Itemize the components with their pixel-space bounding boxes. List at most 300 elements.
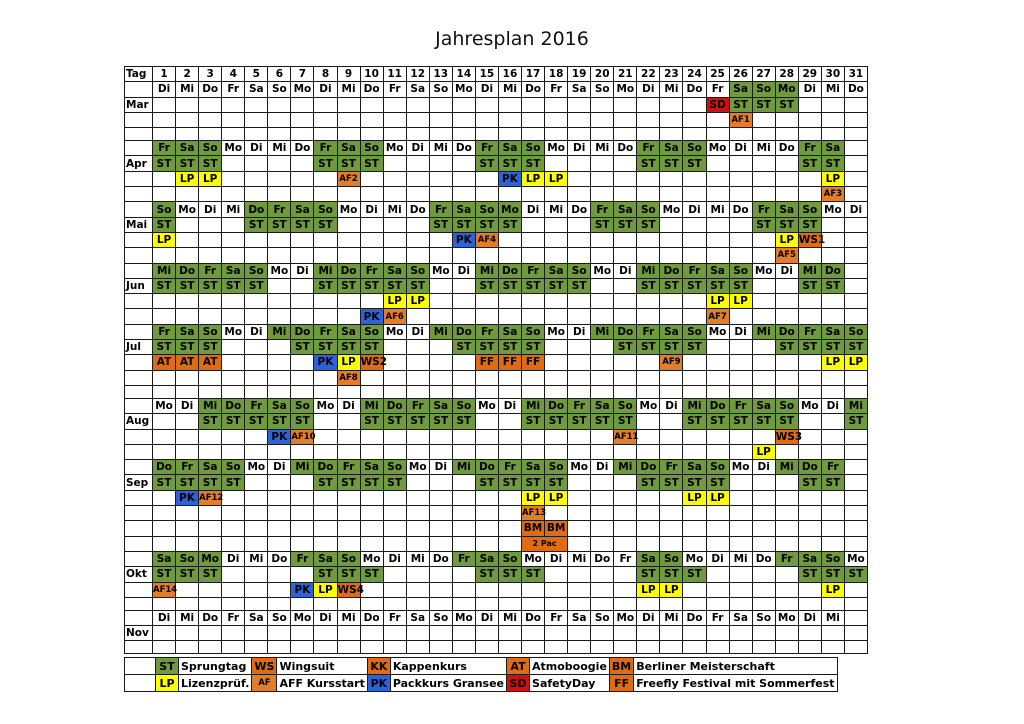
day-cell xyxy=(844,128,867,141)
day-cell xyxy=(452,385,475,398)
day-cell xyxy=(729,641,752,654)
day-cell xyxy=(775,444,798,459)
day-cell xyxy=(660,112,683,127)
day-cell xyxy=(591,309,614,324)
day-cell xyxy=(729,128,752,141)
day-cell: LP xyxy=(337,355,360,370)
day-cell: AF3 xyxy=(821,187,844,202)
day-cell xyxy=(660,217,683,232)
day-cell xyxy=(614,171,637,186)
day-cell xyxy=(660,414,683,429)
day-cell xyxy=(498,414,521,429)
day-cell: Di xyxy=(821,398,844,413)
day-cell xyxy=(222,582,245,597)
day-cell: ST xyxy=(153,156,176,171)
day-cell xyxy=(498,521,521,536)
day-cell xyxy=(268,232,291,247)
day-cell xyxy=(475,385,498,398)
day-cell xyxy=(752,112,775,127)
month-label xyxy=(125,641,153,654)
day-cell: So xyxy=(729,263,752,278)
day-cell: LP xyxy=(545,490,568,505)
legend-code: KK xyxy=(367,658,390,675)
day-cell xyxy=(545,582,568,597)
day-cell xyxy=(614,370,637,385)
day-cell xyxy=(614,597,637,610)
day-cell xyxy=(314,490,337,505)
day-cell: Sa xyxy=(660,141,683,156)
day-cell xyxy=(268,490,291,505)
day-cell xyxy=(337,429,360,444)
day-cell xyxy=(798,626,821,641)
day-cell xyxy=(568,370,591,385)
day-cell: So xyxy=(752,82,775,97)
day-cell xyxy=(176,232,199,247)
day-cell xyxy=(291,128,314,141)
day-cell xyxy=(706,385,729,398)
day-cell xyxy=(568,355,591,370)
day-cell xyxy=(637,414,660,429)
day-cell xyxy=(844,309,867,324)
day-cell: ST xyxy=(199,156,222,171)
day-cell xyxy=(683,444,706,459)
day-cell xyxy=(591,567,614,582)
day-cell: ST xyxy=(660,278,683,293)
day-cell: Di xyxy=(475,610,498,625)
day-cell xyxy=(844,370,867,385)
day-cell xyxy=(199,112,222,127)
day-cell xyxy=(568,444,591,459)
day-cell: Mi xyxy=(752,141,775,156)
day-cell xyxy=(545,597,568,610)
day-cell xyxy=(821,217,844,232)
day-cell xyxy=(614,444,637,459)
day-cell: Fr xyxy=(314,141,337,156)
day-cell xyxy=(614,641,637,654)
day-cell xyxy=(591,340,614,355)
legend-text: Freefly Festival mit Sommerfest xyxy=(634,675,837,692)
day-cell: ST xyxy=(821,340,844,355)
day-cell xyxy=(844,278,867,293)
day-cell xyxy=(591,506,614,521)
day-cell xyxy=(222,294,245,309)
month-label: Jul xyxy=(125,340,153,355)
day-cell: Mo xyxy=(291,610,314,625)
day-cell: ST xyxy=(245,414,268,429)
plan-row xyxy=(125,128,868,141)
day-cell xyxy=(153,506,176,521)
day-cell: ST xyxy=(429,414,452,429)
day-cell xyxy=(775,490,798,505)
day-cell xyxy=(798,444,821,459)
day-cell xyxy=(383,597,406,610)
day-cell: Di xyxy=(798,610,821,625)
day-cell: Do xyxy=(268,551,291,566)
day-cell: ST xyxy=(475,340,498,355)
day-cell: Do xyxy=(752,551,775,566)
weekday-row xyxy=(125,460,868,475)
day-cell: Sa xyxy=(383,263,406,278)
day-cell: LP xyxy=(752,444,775,459)
day-cell: LP xyxy=(706,294,729,309)
header-day: 13 xyxy=(429,67,452,82)
day-cell xyxy=(844,582,867,597)
day-cell: ST xyxy=(545,414,568,429)
day-cell xyxy=(291,97,314,112)
day-cell: ST xyxy=(775,217,798,232)
day-cell: ST xyxy=(360,340,383,355)
day-cell: So xyxy=(660,551,683,566)
day-cell xyxy=(452,370,475,385)
day-cell: ST xyxy=(660,475,683,490)
day-cell xyxy=(522,217,545,232)
day-cell: So xyxy=(429,610,452,625)
day-cell: ST xyxy=(522,567,545,582)
day-cell xyxy=(291,370,314,385)
day-cell xyxy=(176,309,199,324)
day-cell xyxy=(844,475,867,490)
day-cell xyxy=(545,370,568,385)
day-cell xyxy=(268,156,291,171)
month-label: Okt xyxy=(125,567,153,582)
day-cell: Fr xyxy=(475,324,498,339)
day-cell: ST xyxy=(798,340,821,355)
day-cell xyxy=(222,429,245,444)
month-label xyxy=(125,385,153,398)
day-cell: Do xyxy=(614,324,637,339)
day-cell: Mi xyxy=(522,398,545,413)
day-cell xyxy=(752,506,775,521)
day-cell xyxy=(291,475,314,490)
day-cell: Fr xyxy=(452,551,475,566)
day-cell: So xyxy=(383,460,406,475)
day-cell xyxy=(498,429,521,444)
day-cell: Mi xyxy=(222,202,245,217)
header-day: 19 xyxy=(568,67,591,82)
day-cell: LP xyxy=(176,171,199,186)
day-cell xyxy=(199,536,222,551)
day-cell xyxy=(683,97,706,112)
day-cell: Mo xyxy=(337,202,360,217)
day-cell: ST xyxy=(637,340,660,355)
day-cell xyxy=(245,506,268,521)
day-cell xyxy=(844,521,867,536)
day-cell xyxy=(844,626,867,641)
day-cell xyxy=(798,521,821,536)
day-cell xyxy=(614,309,637,324)
day-cell xyxy=(337,444,360,459)
day-cell xyxy=(314,521,337,536)
header-day: 10 xyxy=(360,67,383,82)
day-cell xyxy=(637,597,660,610)
header-day: 23 xyxy=(660,67,683,82)
day-cell xyxy=(775,355,798,370)
day-cell xyxy=(683,385,706,398)
day-cell xyxy=(291,187,314,202)
day-cell xyxy=(314,429,337,444)
day-cell: So xyxy=(591,82,614,97)
day-cell: ST xyxy=(591,217,614,232)
day-cell xyxy=(360,429,383,444)
header-day: 4 xyxy=(222,67,245,82)
day-cell xyxy=(706,429,729,444)
day-cell xyxy=(729,567,752,582)
day-cell xyxy=(314,444,337,459)
day-cell xyxy=(337,490,360,505)
day-cell xyxy=(844,429,867,444)
day-cell xyxy=(429,278,452,293)
day-cell: Sa xyxy=(452,202,475,217)
day-cell xyxy=(360,294,383,309)
day-cell xyxy=(176,536,199,551)
plan-row xyxy=(125,112,868,127)
day-cell: Di xyxy=(245,324,268,339)
day-cell xyxy=(245,248,268,263)
day-cell xyxy=(752,156,775,171)
plan-row xyxy=(125,414,868,429)
day-cell xyxy=(429,97,452,112)
day-cell xyxy=(268,187,291,202)
month-label xyxy=(125,263,153,278)
day-cell xyxy=(798,414,821,429)
day-cell xyxy=(337,112,360,127)
day-cell: ST xyxy=(153,217,176,232)
day-cell xyxy=(729,217,752,232)
day-cell xyxy=(291,597,314,610)
day-cell: ST xyxy=(314,156,337,171)
day-cell xyxy=(821,429,844,444)
day-cell xyxy=(844,536,867,551)
day-cell: So xyxy=(429,82,452,97)
day-cell xyxy=(821,232,844,247)
day-cell: WS3 xyxy=(775,430,803,443)
day-cell xyxy=(222,232,245,247)
day-cell xyxy=(429,506,452,521)
day-cell xyxy=(291,490,314,505)
day-cell xyxy=(591,521,614,536)
day-cell xyxy=(729,171,752,186)
day-cell: Mi xyxy=(337,82,360,97)
day-cell xyxy=(568,582,591,597)
day-cell: ST xyxy=(176,475,199,490)
day-cell xyxy=(452,536,475,551)
day-cell xyxy=(291,506,314,521)
day-cell xyxy=(406,444,429,459)
day-cell: Fr xyxy=(614,551,637,566)
day-cell xyxy=(199,429,222,444)
day-cell xyxy=(614,536,637,551)
day-cell: Fr xyxy=(337,460,360,475)
day-cell xyxy=(660,597,683,610)
day-cell xyxy=(245,626,268,641)
day-cell xyxy=(775,112,798,127)
day-cell xyxy=(245,156,268,171)
day-cell: So xyxy=(360,324,383,339)
day-cell xyxy=(522,309,545,324)
day-cell: Mi xyxy=(291,460,314,475)
day-cell: AF14 xyxy=(153,582,176,597)
day-cell: LP xyxy=(545,171,568,186)
day-cell: BM xyxy=(545,521,568,536)
day-cell: Sa xyxy=(337,324,360,339)
day-cell xyxy=(545,626,568,641)
day-cell xyxy=(406,429,429,444)
day-cell xyxy=(706,217,729,232)
day-cell: AT xyxy=(176,355,199,370)
day-cell: WS1 xyxy=(798,234,826,247)
day-cell xyxy=(268,171,291,186)
day-cell: ST xyxy=(637,217,660,232)
day-cell: Mi xyxy=(660,610,683,625)
day-cell xyxy=(568,536,591,551)
plan-row xyxy=(125,490,868,505)
header-label: Tag xyxy=(125,67,153,82)
day-cell xyxy=(337,248,360,263)
day-cell xyxy=(360,370,383,385)
day-cell: Di xyxy=(406,324,429,339)
day-cell xyxy=(637,248,660,263)
day-cell: ST xyxy=(660,340,683,355)
day-cell: WS4 xyxy=(337,583,364,596)
weekday-row xyxy=(125,82,868,97)
day-cell: Fr xyxy=(798,141,821,156)
day-cell xyxy=(429,112,452,127)
day-cell: ST xyxy=(199,414,222,429)
day-cell xyxy=(775,171,798,186)
month-label xyxy=(125,309,153,324)
day-cell xyxy=(752,232,775,247)
day-cell: ST xyxy=(844,414,867,429)
day-cell xyxy=(153,385,176,398)
day-cell xyxy=(568,340,591,355)
day-cell xyxy=(798,370,821,385)
day-cell: Do xyxy=(821,263,844,278)
day-cell: ST xyxy=(383,414,406,429)
day-cell xyxy=(844,97,867,112)
day-cell xyxy=(360,641,383,654)
day-cell: Mi xyxy=(406,551,429,566)
day-cell xyxy=(683,597,706,610)
day-cell xyxy=(706,444,729,459)
day-cell xyxy=(683,521,706,536)
day-cell xyxy=(268,641,291,654)
day-cell: ST xyxy=(798,475,821,490)
day-cell: ST xyxy=(614,217,637,232)
day-cell xyxy=(199,370,222,385)
header-day: 21 xyxy=(614,67,637,82)
day-cell: Di xyxy=(614,263,637,278)
header-row xyxy=(125,67,868,82)
month-label xyxy=(125,460,153,475)
day-cell: So xyxy=(752,610,775,625)
day-cell xyxy=(821,309,844,324)
day-cell xyxy=(222,309,245,324)
day-cell xyxy=(545,294,568,309)
day-cell xyxy=(775,597,798,610)
day-cell: Mi xyxy=(498,610,521,625)
day-cell: Sa xyxy=(683,460,706,475)
day-cell xyxy=(383,429,406,444)
day-cell: Do xyxy=(176,263,199,278)
day-cell xyxy=(614,567,637,582)
day-cell xyxy=(614,355,637,370)
day-cell xyxy=(637,626,660,641)
day-cell xyxy=(291,385,314,398)
day-cell xyxy=(844,156,867,171)
day-cell xyxy=(729,597,752,610)
day-cell: ST xyxy=(821,567,844,582)
day-cell xyxy=(291,355,314,370)
day-cell xyxy=(222,156,245,171)
day-cell xyxy=(222,597,245,610)
header-day: 6 xyxy=(268,67,291,82)
day-cell xyxy=(522,641,545,654)
day-cell: ST xyxy=(360,278,383,293)
day-cell xyxy=(406,475,429,490)
day-cell xyxy=(429,171,452,186)
day-cell xyxy=(429,340,452,355)
day-cell: ST xyxy=(475,217,498,232)
day-cell: Sa xyxy=(245,610,268,625)
day-cell: ST xyxy=(683,567,706,582)
day-cell xyxy=(706,641,729,654)
day-cell xyxy=(706,248,729,263)
day-cell xyxy=(429,248,452,263)
day-cell xyxy=(821,385,844,398)
day-cell xyxy=(452,156,475,171)
day-cell xyxy=(452,475,475,490)
day-cell xyxy=(176,128,199,141)
day-cell xyxy=(475,641,498,654)
day-cell xyxy=(660,171,683,186)
day-cell xyxy=(821,370,844,385)
day-cell: ST xyxy=(637,156,660,171)
day-cell xyxy=(314,385,337,398)
day-cell: ST xyxy=(821,475,844,490)
day-cell xyxy=(568,506,591,521)
day-cell xyxy=(153,641,176,654)
day-cell xyxy=(475,429,498,444)
day-cell xyxy=(222,187,245,202)
day-cell xyxy=(498,187,521,202)
day-cell: So xyxy=(268,82,291,97)
day-cell xyxy=(683,536,706,551)
day-cell xyxy=(475,294,498,309)
day-cell xyxy=(844,597,867,610)
day-cell xyxy=(545,309,568,324)
day-cell xyxy=(360,232,383,247)
day-cell xyxy=(406,490,429,505)
day-cell xyxy=(683,429,706,444)
day-cell: Sa xyxy=(475,551,498,566)
day-cell xyxy=(337,626,360,641)
header-day: 24 xyxy=(683,67,706,82)
day-cell xyxy=(222,444,245,459)
day-cell xyxy=(568,475,591,490)
plan-row xyxy=(125,641,868,654)
day-cell xyxy=(245,97,268,112)
month-label xyxy=(125,294,153,309)
day-cell: Fr xyxy=(406,398,429,413)
day-cell xyxy=(452,187,475,202)
weekday-row xyxy=(125,263,868,278)
day-cell xyxy=(452,429,475,444)
day-cell xyxy=(660,370,683,385)
day-cell xyxy=(637,187,660,202)
day-cell xyxy=(545,340,568,355)
day-cell: PK xyxy=(360,309,383,324)
day-cell xyxy=(199,97,222,112)
